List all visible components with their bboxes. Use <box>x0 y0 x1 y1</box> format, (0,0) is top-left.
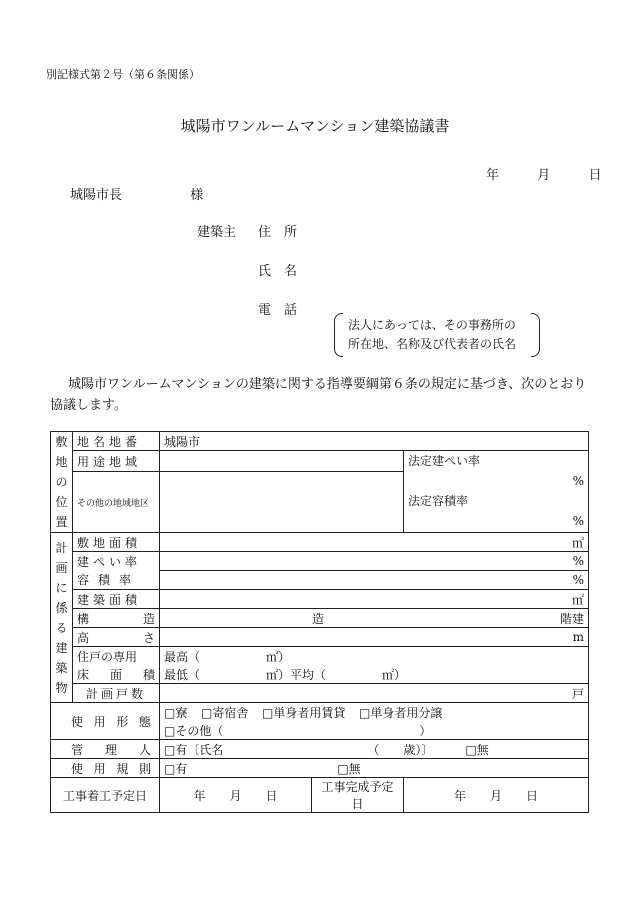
row-units <box>51 684 589 703</box>
row-unit-area-max <box>51 647 589 666</box>
units-value[interactable]: 戸 <box>160 684 589 703</box>
zoning-label: 用途地域 <box>73 451 160 472</box>
end-date-value[interactable]: 年 月 日 <box>404 778 589 813</box>
usage-other-checkbox[interactable]: □その他（ <box>164 723 224 738</box>
zoning-value[interactable] <box>160 451 404 472</box>
bracket-right <box>531 313 540 357</box>
usage-label: 使 用 形 態 <box>51 703 160 740</box>
row-far <box>51 571 589 590</box>
lot-value[interactable]: 城陽市 <box>160 432 589 451</box>
height-value[interactable]: m <box>160 628 589 647</box>
manager-value <box>160 740 589 759</box>
site-category: 敷 地 の 位 置 <box>51 432 73 533</box>
date-month: 月 <box>537 168 551 183</box>
date-day: 日 <box>588 168 602 183</box>
row-schedule <box>51 778 589 813</box>
row-building-area <box>51 590 589 609</box>
addressee <box>70 184 203 203</box>
structure-label: 構 造 <box>73 609 160 628</box>
date-year: 年 <box>486 168 500 183</box>
building-area-value[interactable]: ㎡ <box>160 590 589 609</box>
row-coverage <box>51 552 589 571</box>
usage-other-close: ） <box>419 723 432 738</box>
site-area-label: 敷地面積 <box>73 533 160 552</box>
unit-area-label-2: 床 面 積 <box>73 665 160 684</box>
row-lot <box>51 432 589 451</box>
legal-far-label: 法定容積率 <box>408 494 469 508</box>
usage-other[interactable] <box>160 721 589 740</box>
usage-options <box>160 703 589 722</box>
bracket-left <box>334 313 343 357</box>
avg-label: 平均（ <box>290 667 327 682</box>
addressee-name: 城陽市長 <box>70 188 123 203</box>
document-title: 城陽市ワンルームマンション建築協議書 <box>180 117 450 135</box>
addressee-honorific: 様 <box>190 188 204 203</box>
usage-single-sale-checkbox[interactable]: □単身者用分譲 <box>359 705 443 720</box>
height-label: 高 さ <box>73 628 160 647</box>
row-usage-1 <box>51 703 589 722</box>
coverage-label: 建ぺい率 <box>73 552 160 571</box>
legal-coverage-unit[interactable]: % <box>572 474 585 488</box>
min-label: 最低（ <box>164 667 201 682</box>
legal-coverage-label: 法定建ぺい率 <box>408 454 481 468</box>
builder-label: 建築主 <box>197 225 237 240</box>
unit-area-min[interactable] <box>160 665 589 684</box>
form-number: 別記様式第２号（第６条関係） <box>46 68 200 81</box>
manager-yes-checkbox[interactable]: □有〔氏名 <box>164 742 224 757</box>
legal-rates <box>404 451 589 533</box>
building-area-label: 建築面積 <box>73 590 160 609</box>
note-line-1: 法人にあっては、その事務所の <box>348 318 516 332</box>
start-date-label: 工事着工予定日 <box>51 778 160 813</box>
row-structure <box>51 609 589 628</box>
phone-label: 電 話 <box>258 303 298 318</box>
legal-far-unit[interactable]: % <box>572 514 585 528</box>
other-zone-value[interactable] <box>160 472 404 533</box>
far-label: 容積率 <box>73 571 160 590</box>
submission-date <box>486 164 602 183</box>
rules-yes-checkbox[interactable]: □有 <box>164 761 188 776</box>
row-zoning <box>51 451 589 472</box>
address-label: 住 所 <box>258 225 298 240</box>
corporate-note <box>334 313 540 355</box>
start-date-value[interactable]: 年 月 日 <box>160 778 312 813</box>
intro-paragraph: 城陽市ワンルームマンションの建築に関する指導要綱第６条の規定に基づき、次のとおり協議します。 <box>50 377 587 413</box>
consultation-table <box>50 431 589 813</box>
row-manager <box>51 740 589 759</box>
row-rules <box>51 759 589 778</box>
units-label: 計画戸数 <box>73 684 160 703</box>
max-label: 最高（ <box>164 649 201 664</box>
plan-category: 計 画 に 係 る 建 築 物 <box>51 533 73 703</box>
rules-label: 使 用 規 則 <box>51 759 160 778</box>
min-close: ㎡） <box>266 667 291 682</box>
manager-age: （ 歳）〕 <box>367 742 434 757</box>
structure-value[interactable] <box>160 609 589 628</box>
row-unit-area-min <box>51 665 589 684</box>
note-line-2: 所在地、名称及び代表者の氏名 <box>348 337 517 351</box>
floors-suffix: 階建 <box>559 611 584 626</box>
coverage-value[interactable]: % <box>160 552 589 571</box>
unit-area-max[interactable] <box>160 647 589 666</box>
row-site-area <box>51 533 589 552</box>
far-value[interactable]: % <box>160 571 589 590</box>
structure-suffix: 造 <box>311 611 324 626</box>
row-height <box>51 628 589 647</box>
usage-dorm-checkbox[interactable]: □寮 <box>164 705 188 720</box>
avg-close: ㎡） <box>382 667 407 682</box>
name-label: 氏 名 <box>258 264 298 279</box>
max-close: ㎡） <box>266 649 291 664</box>
unit-area-label-1: 住戸の専用 <box>73 647 160 666</box>
lot-label: 地名地番 <box>73 432 160 451</box>
manager-no-checkbox[interactable]: □無 <box>465 742 489 757</box>
end-date-label: 工事完成予定日 <box>312 778 404 813</box>
site-area-value[interactable]: ㎡ <box>160 533 589 552</box>
manager-label: 管 理 人 <box>51 740 160 759</box>
other-zone-label: その他の地域地区 <box>73 472 160 533</box>
rules-no-checkbox[interactable]: □無 <box>337 761 361 776</box>
usage-single-rent-checkbox[interactable]: □単身者用賃貸 <box>262 705 346 720</box>
rules-value <box>160 759 589 778</box>
usage-boarding-checkbox[interactable]: □寄宿舎 <box>201 705 249 720</box>
